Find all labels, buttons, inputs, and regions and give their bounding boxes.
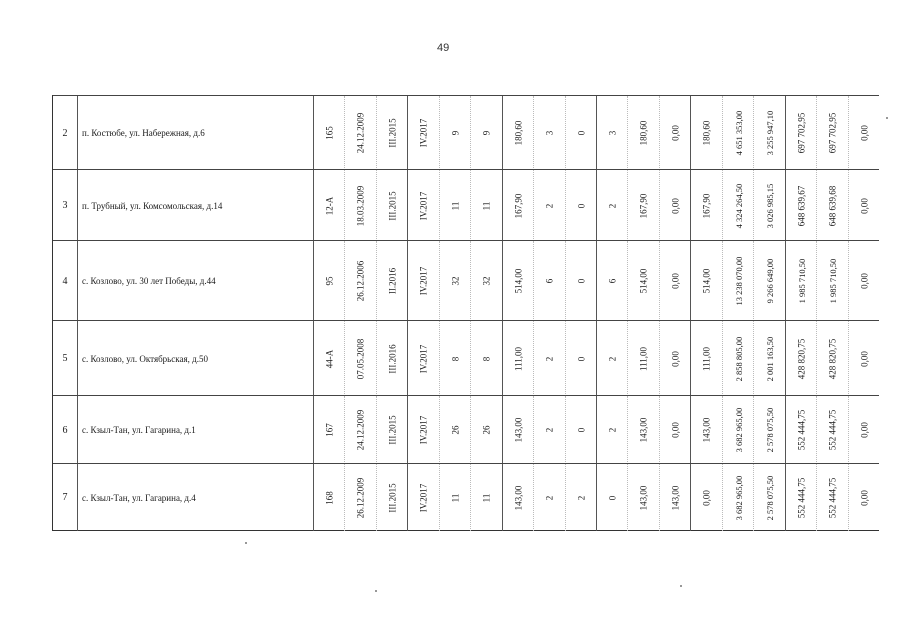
cell-value: 2 858 805,00 <box>733 336 744 381</box>
address-cell <box>77 96 314 170</box>
data-cell <box>313 321 345 396</box>
row-number: 4 <box>62 275 68 287</box>
cell-value: 697 702,95 <box>796 112 806 154</box>
data-cell <box>502 241 534 321</box>
data-cell <box>848 241 880 321</box>
cell-value: 0,00 <box>670 125 680 141</box>
cell-value: III.2015 <box>387 190 397 221</box>
cell-value: 95 <box>324 276 334 286</box>
data-cell <box>816 96 848 170</box>
data-cell <box>313 170 345 241</box>
cell-value: 428 820,75 <box>827 338 837 379</box>
data-cell <box>722 96 754 170</box>
scan-speck <box>886 117 888 119</box>
cell-value: IV.2017 <box>418 266 428 296</box>
data-cell <box>659 170 691 241</box>
row-number: 2 <box>62 127 68 139</box>
data-cell <box>596 396 628 464</box>
cell-value: IV.2017 <box>418 118 428 148</box>
data-cell <box>785 321 817 396</box>
cell-value: 2 <box>607 356 617 361</box>
data-cell <box>627 241 659 321</box>
cell-value: 0 <box>576 130 586 136</box>
cell-value: 111,00 <box>701 346 711 371</box>
address-text: с. Кзыл-Тан, ул. Гагарина, д.4 <box>82 492 196 503</box>
data-cell <box>376 464 408 531</box>
cell-value: III.2015 <box>387 482 397 513</box>
data-cell <box>470 241 502 321</box>
cell-value: 0,00 <box>859 273 869 289</box>
data-cell <box>565 464 597 531</box>
cell-value: 1 985 710,50 <box>827 258 838 304</box>
data-cell <box>848 464 880 531</box>
cell-value: 32 <box>450 276 460 286</box>
data-cell <box>313 96 345 170</box>
row-number-cell <box>53 321 77 396</box>
data-cell <box>659 96 691 170</box>
cell-value: 3 682 965,00 <box>733 475 744 520</box>
cell-value: 18.03.2009 <box>355 185 365 226</box>
cell-value: 167,90 <box>701 193 711 218</box>
row-number: 5 <box>62 353 68 364</box>
data-cell <box>533 321 565 396</box>
table-row <box>53 320 879 396</box>
cell-value: 2 578 075,50 <box>764 407 775 453</box>
data-cell <box>439 96 471 170</box>
scan-speck <box>375 590 377 592</box>
data-cell <box>502 96 534 170</box>
cell-value: 4 651 353,00 <box>733 110 744 156</box>
data-cell <box>596 170 628 241</box>
data-cell <box>439 241 471 321</box>
data-cell <box>533 396 565 464</box>
data-cell <box>690 170 722 241</box>
data-cell <box>690 241 722 321</box>
table-row <box>53 395 879 464</box>
cell-value: 697 702,95 <box>827 112 837 154</box>
data-cell <box>376 321 408 396</box>
data-cell <box>753 241 785 321</box>
data-cell <box>439 170 471 241</box>
data-cell <box>470 321 502 396</box>
row-number-cell <box>53 170 77 241</box>
cell-value: 12-А <box>324 196 334 215</box>
data-cell <box>785 170 817 241</box>
cell-value: III.2015 <box>387 118 397 148</box>
data-cell <box>344 170 376 241</box>
cell-value: 24.12.2009 <box>355 409 365 451</box>
cell-value: 180,60 <box>638 120 648 146</box>
data-cell <box>690 396 722 464</box>
cell-value: 4 324 264,50 <box>733 183 744 228</box>
data-cell <box>376 396 408 464</box>
data-cell <box>690 464 722 531</box>
cell-value: 0 <box>576 203 586 208</box>
data-cell <box>753 321 785 396</box>
cell-value: 8 <box>450 356 460 361</box>
data-cell <box>753 96 785 170</box>
data-cell <box>470 464 502 531</box>
data-table <box>52 95 879 531</box>
data-cell <box>596 321 628 396</box>
cell-value: 3 682 965,00 <box>733 407 744 453</box>
cell-value: 3 <box>607 130 617 136</box>
data-cell <box>690 321 722 396</box>
cell-value: 11 <box>450 493 460 502</box>
data-cell <box>627 396 659 464</box>
data-cell <box>816 241 848 321</box>
row-number-cell <box>53 241 77 321</box>
cell-value: 32 <box>481 276 491 286</box>
data-cell <box>313 464 345 531</box>
cell-value: 11 <box>481 201 491 210</box>
cell-value: 2 <box>576 495 586 500</box>
cell-value: 0,00 <box>859 125 869 141</box>
row-number-cell <box>53 464 77 531</box>
data-cell <box>816 321 848 396</box>
page-number: 49 <box>437 42 450 54</box>
data-cell <box>407 464 439 531</box>
data-cell <box>470 170 502 241</box>
cell-value: 24.12.2009 <box>355 112 365 154</box>
cell-value: 428 820,75 <box>796 338 806 379</box>
data-cell <box>816 170 848 241</box>
data-cell <box>565 96 597 170</box>
cell-value: 0,00 <box>670 197 680 214</box>
data-cell <box>627 96 659 170</box>
cell-value: 1 985 710,50 <box>796 258 807 304</box>
data-cell <box>565 396 597 464</box>
data-cell <box>596 96 628 170</box>
cell-value: 180,60 <box>513 120 523 146</box>
cell-value: 3 255 947,10 <box>764 110 775 156</box>
cell-value: 143,00 <box>701 417 711 443</box>
data-cell <box>627 321 659 396</box>
cell-value: 2 <box>544 356 554 361</box>
cell-value: 0,00 <box>670 350 680 367</box>
data-cell <box>439 396 471 464</box>
row-number-cell <box>53 96 77 170</box>
data-cell <box>785 464 817 531</box>
data-cell <box>376 241 408 321</box>
cell-value: 2 <box>607 203 617 208</box>
data-cell <box>565 241 597 321</box>
cell-value: 26 <box>450 425 460 435</box>
cell-value: 0,00 <box>859 350 869 367</box>
row-number-cell <box>53 396 77 464</box>
cell-value: 143,00 <box>638 417 648 443</box>
data-cell <box>407 241 439 321</box>
cell-value: 8 <box>481 356 491 361</box>
data-cell <box>470 96 502 170</box>
table-row <box>53 169 879 241</box>
address-cell <box>77 170 314 241</box>
data-cell <box>344 321 376 396</box>
cell-value: 111,00 <box>513 346 523 371</box>
cell-value: III.2016 <box>387 343 397 374</box>
data-cell <box>407 170 439 241</box>
data-cell <box>502 464 534 531</box>
data-cell <box>659 241 691 321</box>
cell-value: 143,00 <box>638 485 648 510</box>
cell-value: 0 <box>607 495 617 500</box>
cell-value: 0,00 <box>701 489 711 506</box>
cell-value: 167 <box>324 423 334 437</box>
data-cell <box>722 241 754 321</box>
cell-value: 3 <box>544 130 554 136</box>
cell-value: 143,00 <box>513 417 523 443</box>
cell-value: 514,00 <box>638 268 648 294</box>
cell-value: 0 <box>576 278 586 284</box>
address-text: с. Козлово, ул. Октябрьская, д.50 <box>82 353 208 364</box>
data-cell <box>313 396 345 464</box>
cell-value: IV.2017 <box>418 415 428 445</box>
cell-value: 11 <box>450 201 460 210</box>
cell-value: IV.2017 <box>418 344 428 373</box>
data-cell <box>848 321 880 396</box>
data-cell <box>753 396 785 464</box>
data-cell <box>816 396 848 464</box>
cell-value: 552 444,75 <box>827 409 837 451</box>
data-cell <box>502 170 534 241</box>
data-cell <box>722 170 754 241</box>
row-number: 3 <box>62 200 68 211</box>
cell-value: 0,00 <box>670 422 680 438</box>
data-cell <box>344 464 376 531</box>
data-cell <box>596 464 628 531</box>
cell-value: 0,00 <box>670 273 680 289</box>
data-cell <box>848 170 880 241</box>
cell-value: 6 <box>544 278 554 284</box>
data-cell <box>533 96 565 170</box>
cell-value: 2 578 075,50 <box>764 475 775 520</box>
cell-value: 07.05.2008 <box>355 338 365 379</box>
row-number: 6 <box>62 424 68 436</box>
address-text: с. Кзыл-Тан, ул. Гагарина, д.1 <box>82 425 196 435</box>
data-cell <box>439 464 471 531</box>
data-cell <box>785 241 817 321</box>
cell-value: 0,00 <box>859 197 869 214</box>
cell-value: 143,00 <box>670 485 680 510</box>
data-cell <box>344 96 376 170</box>
cell-value: 9 <box>481 130 491 136</box>
cell-value: 26.12.2009 <box>355 477 365 518</box>
data-cell <box>439 321 471 396</box>
cell-value: 552 444,75 <box>796 409 806 451</box>
address-cell <box>77 321 314 396</box>
cell-value: 0 <box>576 356 586 361</box>
cell-value: II.2016 <box>387 267 397 295</box>
table-row <box>53 463 879 531</box>
cell-value: 167,90 <box>513 193 523 218</box>
data-cell <box>502 396 534 464</box>
data-cell <box>533 241 565 321</box>
data-cell <box>848 96 880 170</box>
cell-value: 111,00 <box>638 346 648 371</box>
cell-value: 167,90 <box>638 193 648 218</box>
address-text: п. Костюбе, ул. Набережная, д.6 <box>82 128 205 138</box>
address-text: с. Козлово, ул. 30 лет Победы, д.44 <box>82 276 216 286</box>
cell-value: 9 266 649,00 <box>764 258 775 304</box>
cell-value: 165 <box>324 126 334 140</box>
data-cell <box>722 464 754 531</box>
cell-value: 2 <box>544 427 554 433</box>
data-cell <box>722 396 754 464</box>
data-cell <box>690 96 722 170</box>
data-cell <box>659 396 691 464</box>
data-cell <box>565 170 597 241</box>
row-number: 7 <box>62 492 68 503</box>
cell-value: 514,00 <box>513 268 523 294</box>
cell-value: 648 639,67 <box>796 185 806 226</box>
data-cell <box>785 396 817 464</box>
cell-value: 2 <box>607 427 617 433</box>
cell-value: 143,00 <box>513 485 523 510</box>
data-cell <box>627 170 659 241</box>
scan-speck <box>680 585 682 587</box>
data-cell <box>533 170 565 241</box>
cell-value: 648 639,68 <box>827 185 837 226</box>
address-text: п. Трубный, ул. Комсомольская, д.14 <box>82 200 223 211</box>
table-row <box>53 240 879 321</box>
cell-value: 44-А <box>324 349 334 368</box>
data-cell <box>753 464 785 531</box>
data-cell <box>722 321 754 396</box>
data-cell <box>376 170 408 241</box>
cell-value: 3 026 985,15 <box>764 183 775 228</box>
cell-value: 552 444,75 <box>796 477 806 518</box>
cell-value: 26 <box>481 425 491 435</box>
cell-value: 11 <box>481 493 491 502</box>
address-cell <box>77 241 314 321</box>
data-cell <box>785 96 817 170</box>
data-cell <box>627 464 659 531</box>
data-cell <box>502 321 534 396</box>
data-cell <box>407 321 439 396</box>
table-row <box>53 95 879 170</box>
cell-value: 514,00 <box>701 268 711 294</box>
data-cell <box>313 241 345 321</box>
data-cell <box>753 170 785 241</box>
data-cell <box>407 396 439 464</box>
cell-value: 0,00 <box>859 489 869 506</box>
cell-value: 552 444,75 <box>827 477 837 518</box>
cell-value: 2 001 163,50 <box>764 336 775 381</box>
address-cell <box>77 396 314 464</box>
cell-value: 6 <box>607 278 617 284</box>
cell-value: IV.2017 <box>418 191 428 220</box>
data-cell <box>659 321 691 396</box>
cell-value: 9 <box>450 130 460 136</box>
cell-value: IV.2017 <box>418 483 428 512</box>
address-cell <box>77 464 314 531</box>
scan-speck <box>245 542 247 544</box>
data-cell <box>376 96 408 170</box>
cell-value: 26.12.2006 <box>355 260 365 302</box>
data-cell <box>596 241 628 321</box>
data-cell <box>344 396 376 464</box>
data-cell <box>533 464 565 531</box>
data-cell <box>565 321 597 396</box>
data-cell <box>816 464 848 531</box>
cell-value: 0,00 <box>859 422 869 438</box>
cell-value: 2 <box>544 203 554 208</box>
cell-value: 168 <box>324 490 334 505</box>
data-cell <box>848 396 880 464</box>
cell-value: 0 <box>576 427 586 433</box>
cell-value: 13 238 070,00 <box>733 256 744 306</box>
data-cell <box>659 464 691 531</box>
cell-value: 180,60 <box>701 120 711 146</box>
cell-value: 2 <box>544 495 554 500</box>
data-cell <box>407 96 439 170</box>
data-cell <box>344 241 376 321</box>
data-cell <box>470 396 502 464</box>
cell-value: III.2015 <box>387 415 397 445</box>
